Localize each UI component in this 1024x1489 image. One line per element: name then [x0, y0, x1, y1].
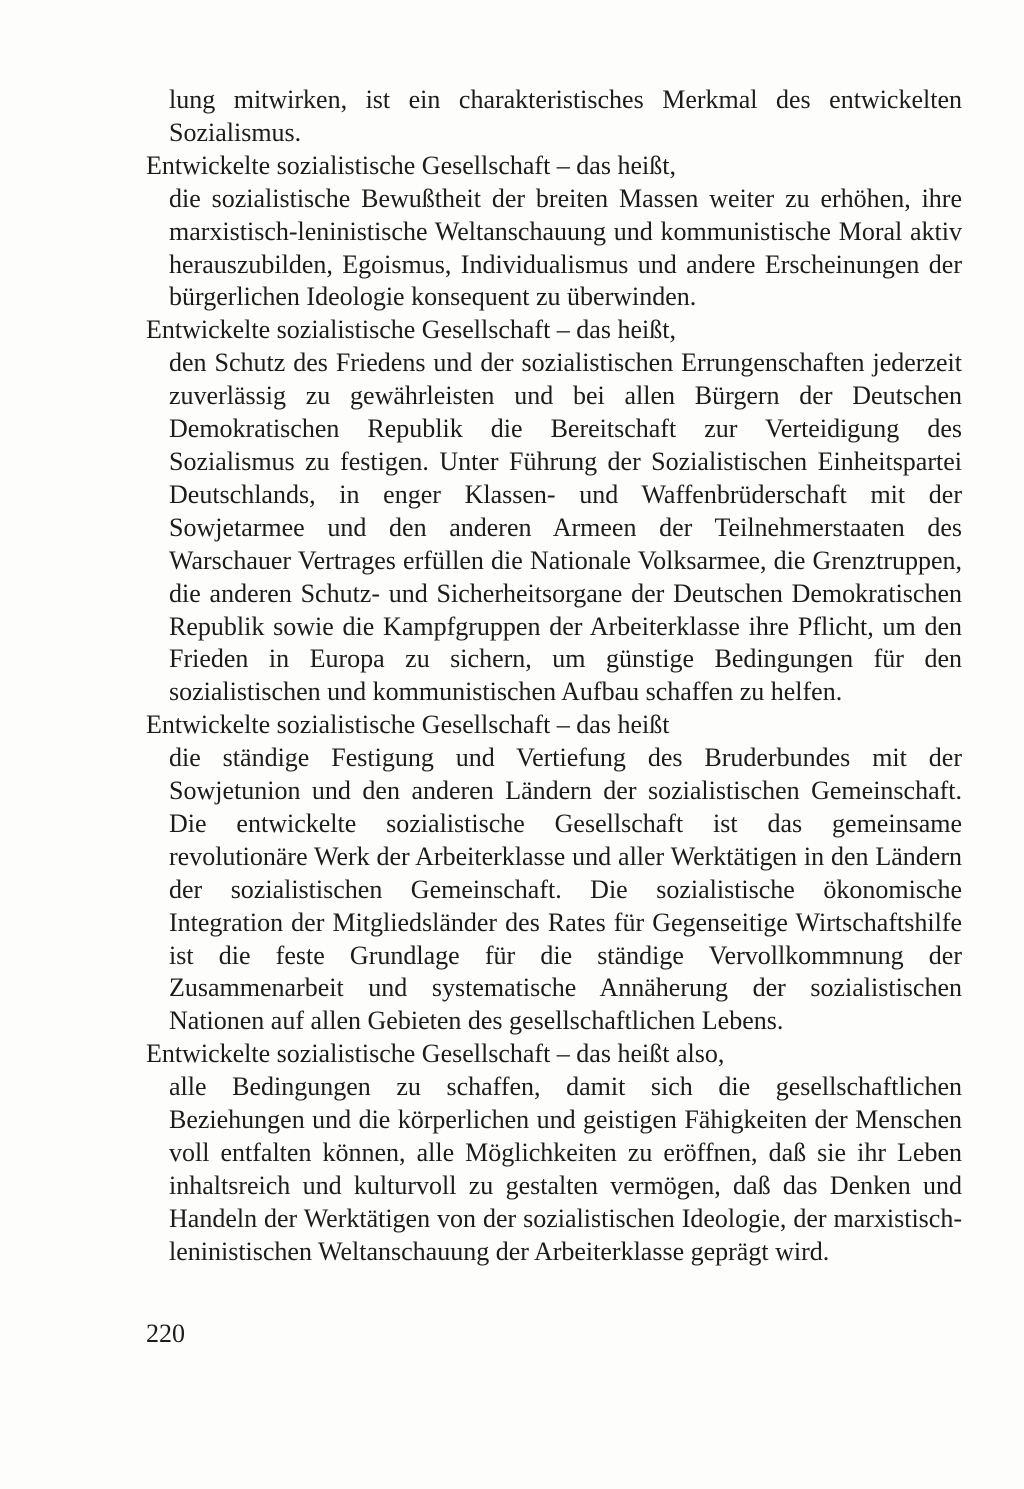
section-lead-in: Entwickelte sozialistische Gesellschaft – das heißt, — [146, 315, 676, 345]
body-text — [146, 84, 962, 1269]
paragraph-conditions: alle Bedingungen zu schaffen, damit sich die gesellschaftlichen Beziehungen und die körperlichen und geistigen Fähigkeiten der Menschen voll entfalten können, alle Möglichkeiten zu eröffnen, daß sie ihr Leben inhaltsreich und kulturvoll zu gestalten vermögen, daß das Denken und Handeln der Werktätigen von der sozialistischen Ideologie, der marxistisch-leninistischen Weltanschauung der Arbeiterklasse geprägt wird. — [169, 1072, 962, 1266]
section-lead-in: Entwickelte sozialistische Gesellschaft – das heißt also, — [146, 1039, 725, 1069]
page-number: 220 — [146, 1319, 185, 1348]
section-lead-in: Entwickelte sozialistische Gesellschaft – das heißt, — [146, 150, 676, 180]
paragraph-community: die ständige Festigung und Vertiefung des Bruderbundes mit der Sowjetunion und den anderen Ländern der sozialistischen Gemeinschaft. Die entwickelte sozialistische Gesellschaft ist das gemeinsame revolutionäre Werk der Arbeiterklasse und aller Werktätigen in den Ländern der sozialistischen Gemeinschaft. Die sozialistische ökonomische Integration der Mitgliedsländer des Rates für Gegenseitige Wirtschaftshilfe ist die feste Grundlage für die ständige Vervollkommnung der Zusammenarbeit und systematische Annäherung der sozialistischen Nationen auf allen Gebieten des gesellschaftlichen Lebens. — [169, 743, 962, 1036]
paragraph-ideology: die sozialistische Bewußtheit der breiten Massen weiter zu erhöhen, ihre marxistisch-leninistische Weltanschauung und kommunistische Moral aktiv herauszubilden, Egoismus, Individualismus und andere Erscheinungen der bürgerlichen Ideologie konsequent zu überwinden. — [169, 183, 962, 312]
paragraph-continuation: lung mitwirken, ist ein charakteristisches Merkmal des entwickelten Sozialismus. — [169, 85, 962, 147]
section-lead-in: Entwickelte sozialistische Gesellschaft – das heißt — [146, 710, 670, 740]
paragraph-defense: den Schutz des Friedens und der sozialistischen Errungenschaften jederzeit zuverlässig zu gewährleisten und bei allen Bürgern der Deutschen Demokratischen Republik die Bereitschaft zur Verteidigung des Sozialismus zu festigen. Unter Führung der Sozialistischen Einheitspartei Deutschlands, in enger Klassen- und Waffenbrüderschaft mit der Sowjetarmee und den anderen Armeen der Teilnehmerstaaten des Warschauer Vertrages erfüllen die Nationale Volksarmee, die Grenztruppen, die anderen Schutz- und Sicherheitsorgane der Deutschen Demokratischen Republik sowie die Kampfgruppen der Arbeiterklasse ihre Pflicht, um den Frieden in Europa zu sichern, um günstige Bedingungen für den sozialistischen und kommunistischen Aufbau schaffen zu helfen. — [169, 348, 962, 707]
